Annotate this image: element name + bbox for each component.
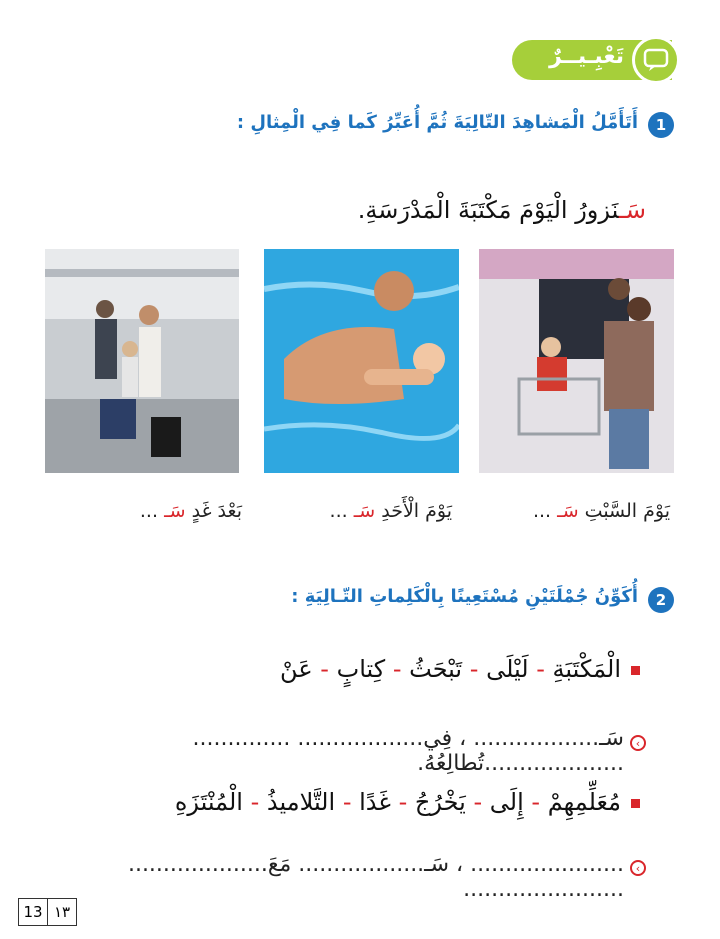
page-number-latin: 13	[18, 898, 48, 926]
answer-line-1[interactable]: سَـ.................. ، فِي.................. .............. ....................تُطالِعُهُ.	[192, 726, 624, 776]
exercise-1-instruction: أَتَأَمَّلُ الْمَشاهِدَ التّالِيَةَ ثُمَّ أُعَبِّرُ كَما فِي الْمِثالِ :	[236, 112, 638, 133]
exercise-1-number: 1	[648, 112, 674, 138]
bullet-icon	[631, 799, 640, 808]
word-list-1: الْمَكْتَبَةِ - لَيْلَى - تَبْحَثُ - كِتابٍ - عَنْ	[280, 655, 640, 683]
answer-arrow-icon: ‹	[630, 860, 646, 876]
answer-arrow-icon: ‹	[630, 735, 646, 751]
section-title: تَعْبِـيــرٌ	[549, 44, 624, 69]
photo-airport	[45, 249, 239, 473]
answer-line-2[interactable]: ...................... ، سَـ.................. مَعَ.................... .......................	[127, 852, 624, 902]
photo-supermarket	[479, 249, 674, 473]
caption-saturday: يَوْمَ السَّبْتِ سَـ ...	[532, 500, 670, 522]
photo-pool	[264, 249, 459, 473]
word-list-2: مُعَلِّمِهِمْ - إِلَى - يَخْرُجُ - غَدًا - التَّلاميذُ - الْمُنْتَزَهِ	[175, 788, 640, 816]
exercise-2-instruction: أُكَوِّنُ جُمْلَتَيْنِ مُسْتَعِينًا بِالْكَلِماتِ التّـالِيَةِ :	[291, 586, 638, 607]
example-rest: نَزورُ الْيَوْمَ مَكْتَبَةَ الْمَدْرَسَةِ.	[357, 196, 619, 224]
speech-bubble-icon	[632, 36, 680, 84]
example-prefix: سَـ	[618, 196, 646, 224]
page-number-arabic: ١٣	[47, 898, 77, 926]
example-sentence	[358, 196, 646, 224]
bullet-icon	[631, 666, 640, 675]
exercise-2-number: 2	[648, 587, 674, 613]
caption-sunday: يَوْمَ الْأَحَدِ سَـ ...	[329, 500, 452, 522]
caption-after-tomorrow: بَعْدَ غَدٍ سَـ ...	[139, 500, 242, 522]
